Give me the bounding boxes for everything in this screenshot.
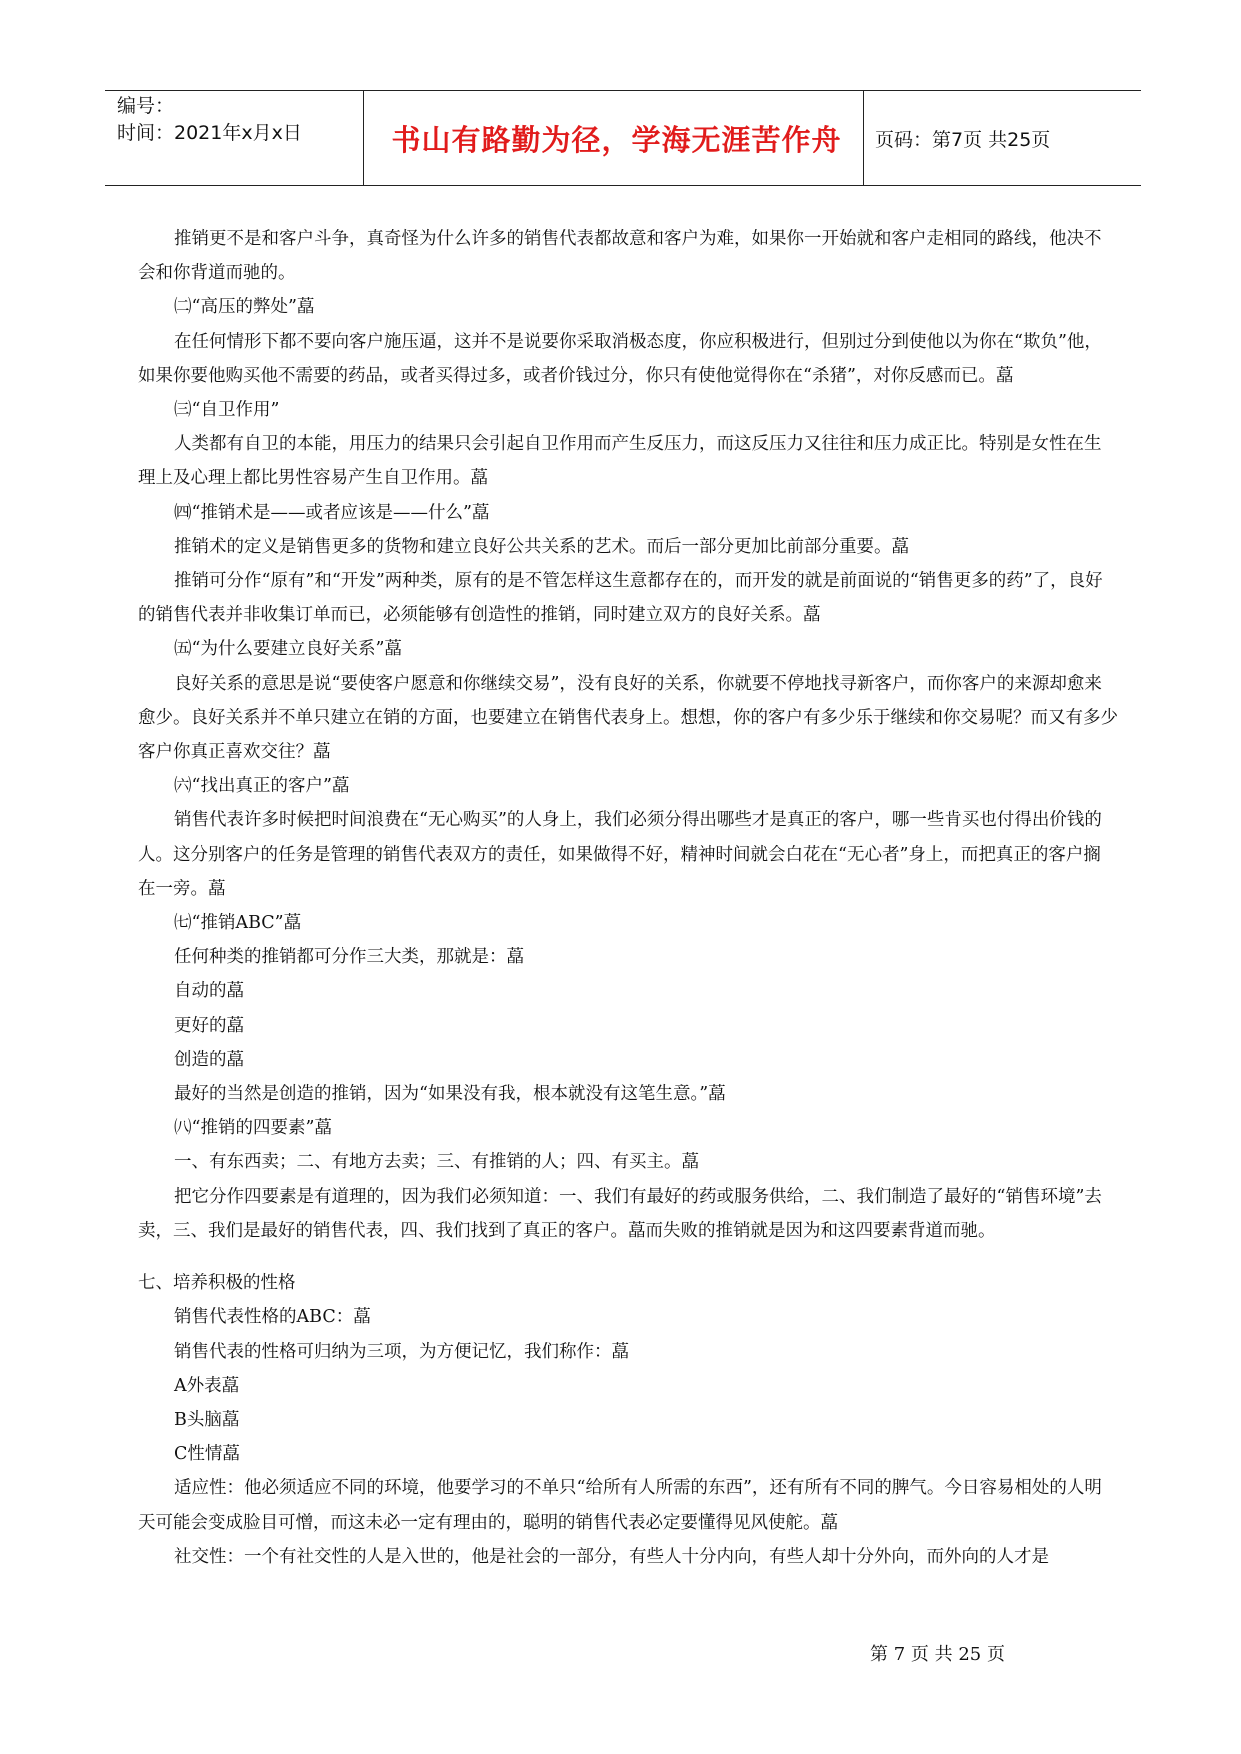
paragraph: ㈡“高压的弊处”藠	[174, 297, 315, 318]
paragraph: 适应性：他必须适应不同的环境，他要学习的不单只“给所有人所需的东西”，还有所有不同的脾气。今日容易相处的人明天可能会变成脸目可憎，而这未必一定有理由的，聪明的销售代表必定要懂得见风使舵。藠	[138, 1478, 1102, 1533]
paragraph: 销售代表的性格可归纳为三项，为方便记忆，我们称作：藠	[174, 1341, 629, 1362]
document-number-label: 编号：	[117, 95, 175, 117]
paragraph: A外表藠	[174, 1375, 240, 1396]
header-left-cell	[117, 91, 367, 185]
paragraph: 推销可分作“原有”和“开发”两种类，原有的是不管怎样这生意都存在的，而开发的就是前面说的“销售更多的药”了，良好的销售代表并非收集订单而已，必须能够有创造性的推销，同时建立双方的良好关系。藠	[138, 571, 1103, 626]
paragraph: ㈧“推销的四要素”藠	[174, 1118, 332, 1139]
header-page-info: 页码：第7页 共25页	[875, 128, 1051, 151]
section-gap	[138, 1248, 1118, 1266]
paragraph: 把它分作四要素是有道理的，因为我们必须知道：一、我们有最好的药或服务供给，二、我们制造了最好的“销售环境”去卖，三、我们是最好的销售代表，四、我们找到了真正的客户。藠而失败的推销就是因为和这四要素背道而驰。	[138, 1186, 1102, 1241]
paragraph: 良好关系的意思是说“要使客户愿意和你继续交易”，没有良好的关系，你就要不停地找寻新客户，而你客户的来源却愈来愈少。良好关系并不单只建立在销的方面，也要建立在销售代表身上。想想，你的客户有多少乐于继续和你交易呢？而又有多少客户你真正喜欢交往？藠	[138, 673, 1118, 763]
paragraph: 在任何情形下都不要向客户施压逼，这并不是说要你采取消极态度，你应积极进行，但别过分到使他以为你在“欺负”他，如果你要他购买他不需要的药品，或者买得过多，或者价钱过分，你只有使他觉得你在“杀猪”，对你反感而已。藠	[138, 331, 1102, 386]
header-divider-right	[863, 91, 864, 185]
paragraph: 一、有东西卖；二、有地方去卖；三、有推销的人；四、有买主。藠	[174, 1152, 699, 1173]
paragraph: 最好的当然是创造的推销，因为“如果没有我，根本就没有这笔生意。”藠	[174, 1084, 726, 1105]
paragraph: 七、培养积极的性格	[138, 1273, 296, 1294]
paragraph: C性情藠	[174, 1444, 240, 1465]
page-footer: 第 7 页 共 25 页	[870, 1644, 1005, 1665]
paragraph: 任何种类的推销都可分作三大类，那就是：藠	[174, 947, 524, 968]
paragraph: 销售代表性格的ABC：藠	[174, 1307, 371, 1328]
paragraph: 创造的藠	[174, 1049, 244, 1070]
document-body	[138, 222, 1118, 1574]
document-time: 时间：2021年x月x日	[117, 122, 302, 144]
paragraph: 推销更不是和客户斗争，真奇怪为什么许多的销售代表都故意和客户为难，如果你一开始就和客户走相同的路线，他决不会和你背道而驰的。	[138, 229, 1102, 284]
paragraph: 更好的藠	[174, 1015, 244, 1036]
paragraph: B头脑藠	[174, 1409, 240, 1430]
page-header	[105, 90, 1141, 186]
paragraph: 推销术的定义是销售更多的货物和建立良好公共关系的艺术。而后一部分更加比前部分重要。藠	[174, 536, 909, 557]
paragraph: 销售代表许多时候把时间浪费在“无心购买”的人身上，我们必须分得出哪些才是真正的客户，哪一些肯买也付得出价钱的人。这分别客户的任务是管理的销售代表双方的责任，如果做得不好，精神时间就会白花在“无心者”身上，而把真正的客户搁在一旁。藠	[138, 810, 1102, 899]
paragraph: 社交性：一个有社交性的人是入世的，他是社会的一部分，有些人十分内向，有些人却十分外向，而外向的人才是	[174, 1546, 1049, 1567]
paragraph: ㈢“自卫作用”	[174, 400, 280, 421]
header-middle-cell	[370, 91, 863, 185]
paragraph: ㈤“为什么要建立良好关系”藠	[174, 639, 402, 660]
paragraph: ㈥“找出真正的客户”藠	[174, 776, 350, 797]
header-motto: 书山有路勤为径，学海无涯苦作舟	[391, 122, 842, 157]
paragraph: 人类都有自卫的本能，用压力的结果只会引起自卫作用而产生反压力，而这反压力又往往和压力成正比。特别是女性在生理上及心理上都比男性容易产生自卫作用。藠	[138, 434, 1102, 489]
paragraph: ㈣“推销术是——或者应该是——什么”藠	[174, 502, 490, 523]
header-divider-left	[363, 91, 364, 185]
paragraph: ㈦“推销ABC”藠	[174, 913, 302, 934]
paragraph: 自动的藠	[174, 981, 244, 1002]
